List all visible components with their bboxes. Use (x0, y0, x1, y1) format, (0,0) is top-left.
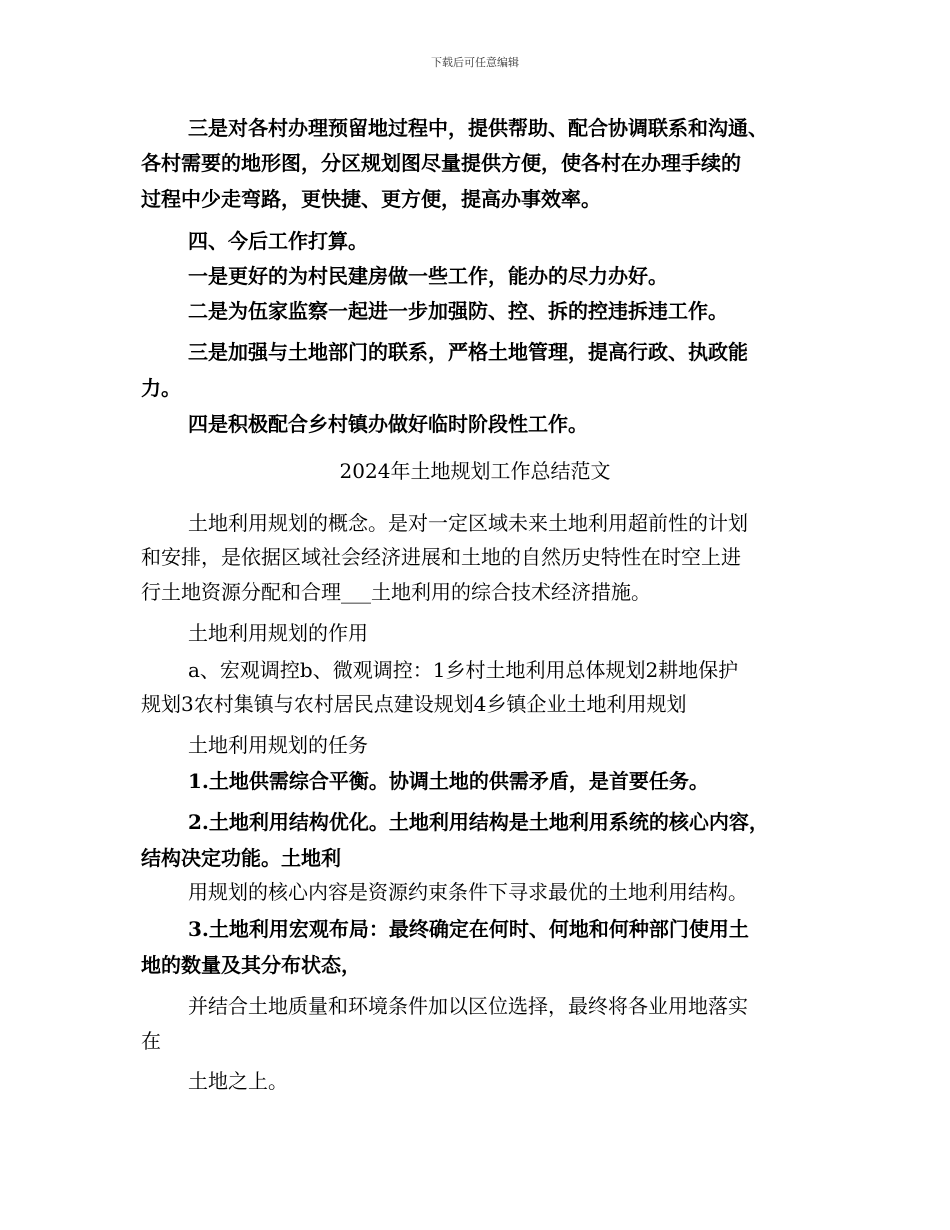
paragraph-line: 土地利用规划的概念。是对一定区域未来土地利用超前性的计划 (188, 511, 748, 535)
paragraph-line: 行土地资源分配和合理___土地利用的综合技术经济措施。 (141, 580, 651, 604)
paragraph-line: 在 (141, 1029, 161, 1053)
paragraph-line: 力。 (141, 376, 181, 400)
paragraph-line: 二是为伍家监察一起进一步加强防、控、拆的控违拆违工作。 (188, 299, 728, 323)
list-item: 1.土地供需综合平衡。协调土地的供需矛盾，是首要任务。 (188, 769, 709, 793)
list-item: 结构决定功能。土地利 (141, 846, 341, 870)
section-heading: 土地利用规划的任务 (188, 733, 368, 757)
section-heading: 四、今后工作打算。 (188, 229, 368, 253)
paragraph-line: 四是积极配合乡村镇办做好临时阶段性工作。 (188, 412, 588, 436)
paragraph-line: 用规划的核心内容是资源约束条件下寻求最优的土地利用结构。 (188, 880, 748, 904)
paragraph-line: 并结合土地质量和环境条件加以区位选择，最终将各业用地落实 (188, 994, 748, 1018)
list-item: 2.土地利用结构优化。土地利用结构是土地利用系统的核心内容， (188, 810, 769, 834)
section-heading: 土地利用规划的作用 (188, 621, 368, 645)
paragraph-line: 三是加强与土地部门的联系，严格土地管理，提高行政、执政能 (188, 340, 748, 364)
paragraph-line: 过程中少走弯路，更快捷、更方便，提高办事效率。 (141, 187, 601, 211)
paragraph-line: 土地之上。 (188, 1069, 288, 1093)
page-header: 下载后可任意编辑 (431, 56, 519, 69)
paragraph-line: 一是更好的为村民建房做一些工作，能办的尽力办好。 (188, 264, 668, 288)
paragraph-line: a、宏观调控b、微观调控：1乡村土地利用总体规划2耕地保护 (188, 658, 739, 682)
list-item: 3.土地利用宏观布局：最终确定在何时、何地和何种部门使用土 (188, 917, 749, 941)
document-title: 2024年土地规划工作总结范文 (339, 459, 611, 483)
paragraph-line: 规划3农村集镇与农村居民点建设规划4乡镇企业土地利用规划 (141, 692, 687, 716)
list-item: 地的数量及其分布状态， (141, 953, 361, 977)
paragraph-line: 和安排，是依据区域社会经济进展和土地的自然历史特性在时空上进 (141, 545, 741, 569)
paragraph-line: 各村需要的地形图，分区规划图尽量提供方便，使各村在办理手续的 (141, 151, 741, 175)
paragraph-line: 三是对各村办理预留地过程中，提供帮助、配合协调联系和沟通、 (188, 116, 768, 140)
